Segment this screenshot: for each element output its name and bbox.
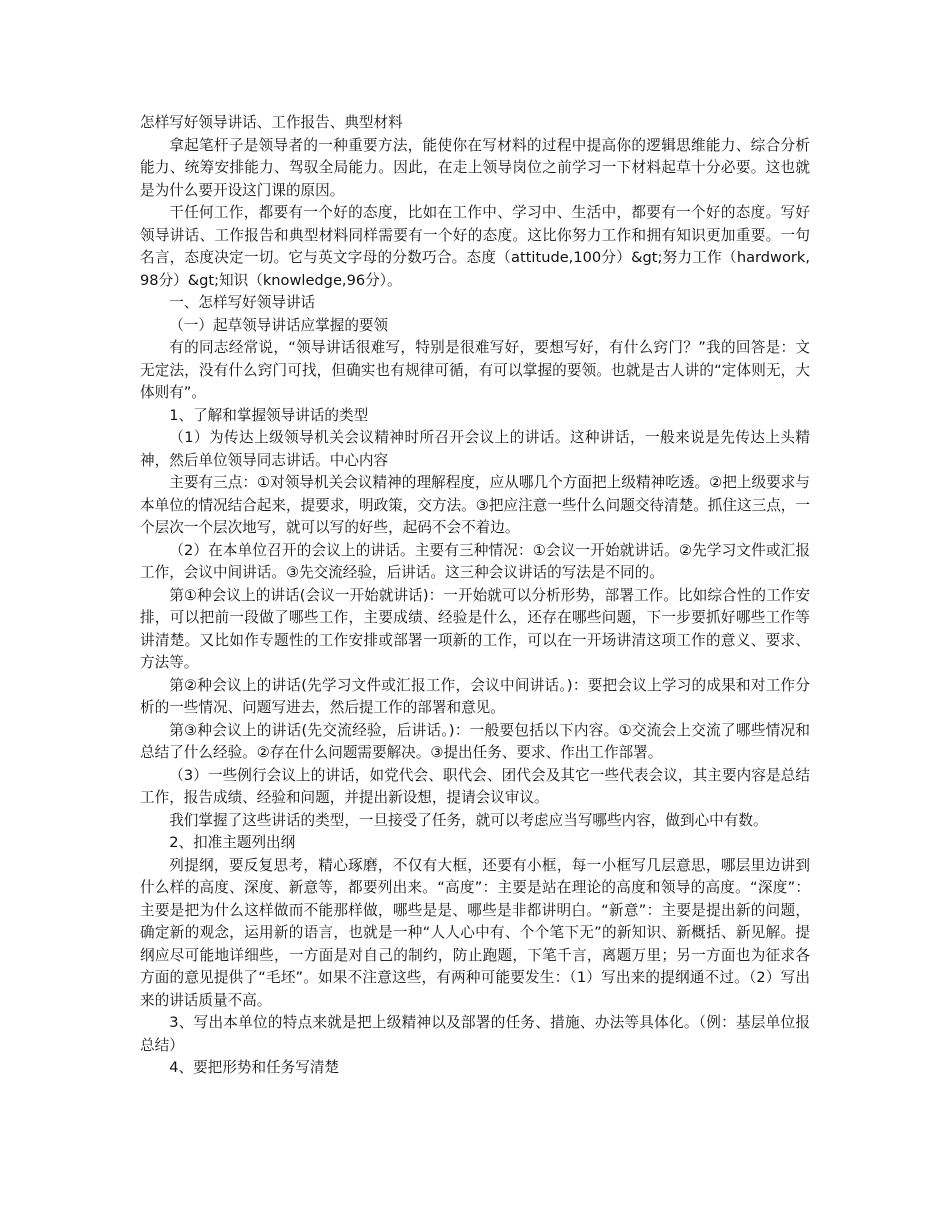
- paragraph-type-2: （2）在本单位召开的会议上的讲话。主要有三种情况：①会议一开始就讲话。②先学习文件或汇报工作，会议中间讲话。③先交流经验，后讲话。这三种会议讲话的写法是不同的。: [140, 541, 810, 581]
- paragraph-three-points: 主要有三点：①对领导机关会议精神的理解程度，应从哪几个方面把上级精神吃透。②把上级要求与本单位的情况结合起来，提要求，明政策，交方法。③把应注意一些什么问题交待清楚。抓住这三点，一个层次一个层次地写，就可以写的好些，起码不会不着边。: [140, 474, 810, 536]
- paragraph-meeting-3: 第③种会议上的讲话(先交流经验，后讲话。)：一般要包括以下内容。①交流会上交流了哪些情况和总结了什么经验。②存在什么问题需要解决。③提出任务、要求、作出工作部署。: [140, 721, 810, 761]
- paragraph-intro: 拿起笔杆子是领导者的一种重要方法，能使你在写材料的过程中提高你的逻辑思维能力、综合分析能力、统筹安排能力、驾驭全局能力。因此，在走上领导岗位之前学习一下材料起草十分必要。这也就是为什么要开设这门课的原因。: [140, 136, 810, 199]
- paragraph-outline: 列提纲，要反复思考，精心琢磨，不仅有大框，还要有小框，每一小框写几层意思，哪层里边讲到什么样的高度、深度、新意等，都要列出来。“高度”：主要是站在理论的高度和领导的高度。“深度”：主要是把为什么这样做而不能那样做，哪些是是、哪些是非都讲明白。“新意”：主要是提出新的问题，确定新的观念，运用新的语言，也就是一种“人人心中有、个个笔下无”的新知识、新概括、新见解。提纲应尽可能地详细些，一方面是对自己的制约，防止跑题，下笔千言，离题万里；另一方面也为征求各方面的意见提供了“毛坯”。如果不注意这些，有两种可能要发生：（1）写出来的提纲通不过。（2）写出来的讲话质量不高。: [140, 856, 810, 1009]
- paragraph-meeting-2: 第②种会议上的讲话(先学习文件或汇报工作，会议中间讲话。)：要把会议上学习的成果和对工作分析的一些情况、问题写进去，然后提工作的部署和意见。: [140, 676, 810, 716]
- paragraph-type-1: （1）为传达上级领导机关会议精神时所召开会议上的讲话。这种讲话，一般来说是先传达上头精神，然后单位领导同志讲话。中心内容: [140, 429, 810, 469]
- point-heading-1: 1、了解和掌握领导讲话的类型: [169, 406, 369, 424]
- point-heading-4: 4、要把形势和任务写清楚: [169, 1059, 340, 1076]
- paragraph-essentials: 有的同志经常说，“领导讲话很难写，特别是很难写好，要想写好，有什么窍门？”我的回答是：文无定法，没有什么窍门可找，但确实也有规律可循，有可以掌握的要领。也就是古人讲的“定体则无，大体则有”。: [140, 339, 810, 401]
- point-heading-3: 3、写出本单位的特点来就是把上级精神以及部署的任务、措施、办法等具体化。（例：基层单位报总结）: [140, 1014, 810, 1054]
- paragraph-summary: 我们掌握了这些讲话的类型，一旦接受了任务，就可以考虑应当写哪些内容，做到心中有数。: [169, 811, 768, 829]
- point-heading-2: 2、扣准主题列出纲: [169, 834, 296, 851]
- paragraph-meeting-1: 第①种会议上的讲话(会议一开始就讲话)：一开始就可以分析形势，部署工作。比如综合性的工作安排，可以把前一段做了哪些工作，主要成绩、经验是什么，还存在哪些问题，下一步要抓好哪些工作等讲清楚。又比如作专题性的工作安排或部署一项新的工作，可以在一开场讲清这项工作的意义、要求、方法等。: [140, 586, 810, 671]
- paragraph-attitude: 干任何工作，都要有一个好的态度，比如在工作中、学习中、生活中，都要有一个好的态度。写好领导讲话、工作报告和典型材料同样需要有一个好的态度。这比你努力工作和拥有知识更加重要。一句名言，态度决定一切。它与英文字母的分数巧合。态度（attitude,100分）&gt;努力工作（hardwork,98分）&gt;知识（knowledge,96分）。: [140, 204, 810, 289]
- subsection-heading-1: （一）起草领导讲话应掌握的要领: [169, 316, 389, 334]
- section-heading-1: 一、怎样写好领导讲话: [169, 294, 316, 311]
- document-title: 怎样写好领导讲话、工作报告、典型材料: [140, 114, 403, 131]
- document-page: [140, 112, 810, 1080]
- paragraph-type-3: （3）一些例行会议上的讲话，如党代会、职代会、团代会及其它一些代表会议，其主要内容是总结工作，报告成绩、经验和问题，并提出新设想，提请会议审议。: [140, 766, 810, 806]
